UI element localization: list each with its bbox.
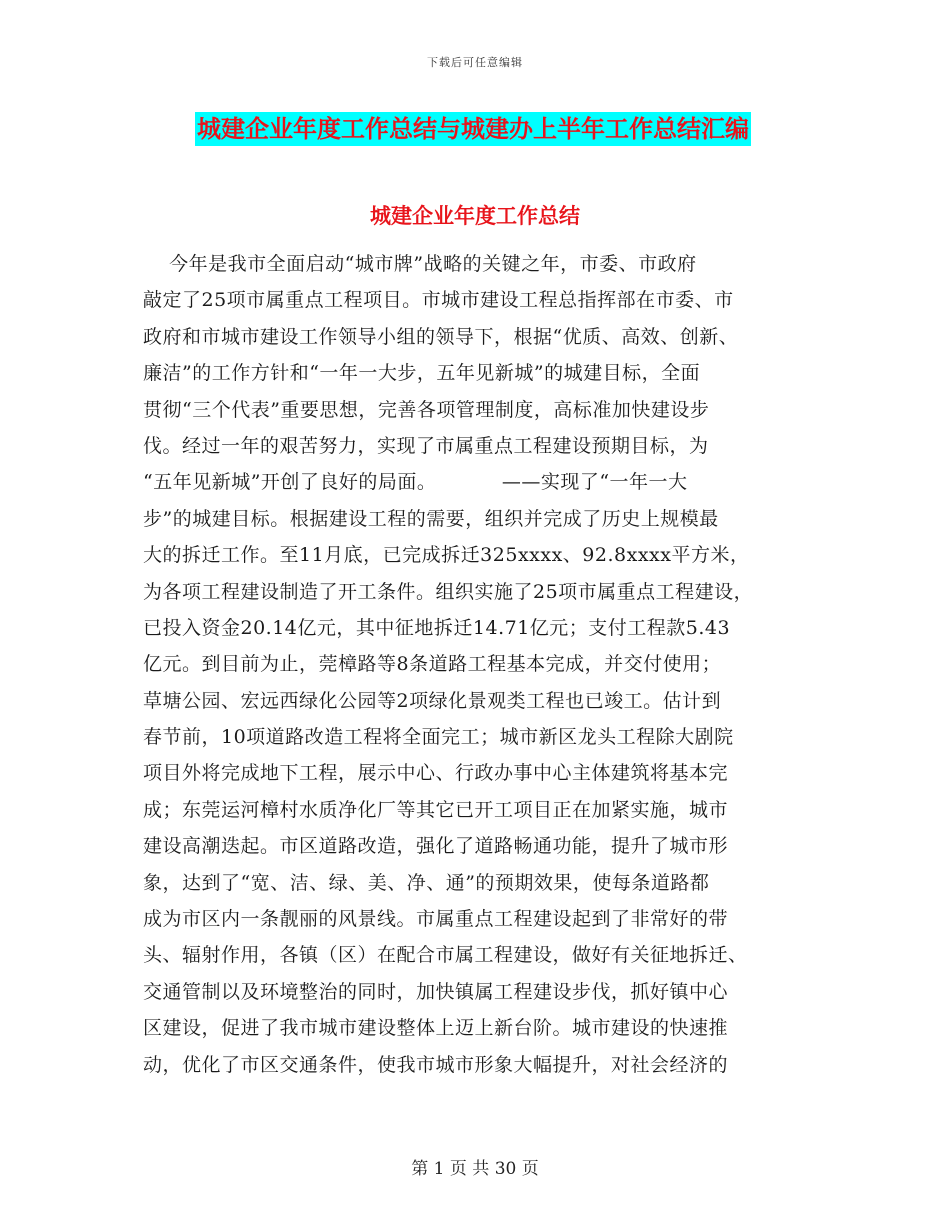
body-line: 今年是我市全面启动“城市牌”战略的关键之年，市委、市政府 xyxy=(143,253,697,275)
body-line: 建设高潮迭起。市区道路改造，强化了道路畅通功能，提升了城市形 xyxy=(143,835,729,858)
body-line: 步”的城建目标。根据建设工程的需要，组织并完成了历史上规模最 xyxy=(143,507,719,530)
body-line: “五年见新城”开创了良好的局面。 ——实现了“一年一大 xyxy=(143,471,688,494)
body-text xyxy=(143,246,823,1083)
body-line: 大的拆迁工作。至11月底，已完成拆迁325xxxx、92.8xxxx平方米， xyxy=(143,544,750,567)
document-title: 城建企业年度工作总结与城建办上半年工作总结汇编 xyxy=(195,112,751,146)
body-line: 亿元。到目前为止，莞樟路等8条道路工程基本完成，并交付使用； xyxy=(143,653,722,676)
body-line: 廉洁”的工作方针和“一年一大步，五年见新城”的城建目标，全面 xyxy=(143,362,701,385)
body-line: 交通管制以及环境整治的同时，加快镇属工程建设步伐，抓好镇中心 xyxy=(143,980,729,1003)
body-line: 项目外将完成地下工程，展示中心、行政办事中心主体建筑将基本完 xyxy=(143,762,729,785)
body-line: 已投入资金20.14亿元，其中征地拆迁14.71亿元；支付工程款5.43 xyxy=(143,616,731,639)
body-line: 伐。经过一年的艰苦努力，实现了市属重点工程建设预期目标，为 xyxy=(143,434,709,457)
body-line: 成为市区内一条靓丽的风景线。市属重点工程建设起到了非常好的带 xyxy=(143,908,729,931)
section-title: 城建企业年度工作总结 xyxy=(370,204,580,228)
body-line: 头、辐射作用，各镇（区）在配合市属工程建设，做好有关征地拆迁、 xyxy=(143,944,748,967)
body-line: 贯彻“三个代表”重要思想，完善各项管理制度，高标准加快建设步 xyxy=(143,398,710,421)
body-line: 敲定了25项市属重点工程项目。市城市建设工程总指挥部在市委、市 xyxy=(143,289,734,312)
page-footer: 第 1 页 共 30 页 xyxy=(411,1159,539,1179)
body-line: 春节前，10项道路改造工程将全面完工；城市新区龙头工程除大剧院 xyxy=(143,726,734,749)
body-line: 象，达到了“宽、洁、绿、美、净、通”的预期效果，使每条道路都 xyxy=(143,871,710,894)
header-note: 下载后可任意编辑 xyxy=(427,56,523,69)
body-line: 动，优化了市区交通条件，使我市城市形象大幅提升，对社会经济的 xyxy=(143,1053,729,1076)
body-line: 草塘公园、宏远西绿化公园等2项绿化景观类工程也已竣工。估计到 xyxy=(143,689,722,712)
body-line: 政府和市城市建设工作领导小组的领导下，根据“优质、高效、创新、 xyxy=(143,325,739,348)
body-line: 区建设，促进了我市城市建设整体上迈上新台阶。城市建设的快速推 xyxy=(143,1017,729,1040)
body-line: 成；东莞运河樟村水质净化厂等其它已开工项目正在加紧实施，城市 xyxy=(143,798,729,821)
body-line: 为各项工程建设制造了开工条件。组织实施了25项市属重点工程建设， xyxy=(143,580,754,603)
